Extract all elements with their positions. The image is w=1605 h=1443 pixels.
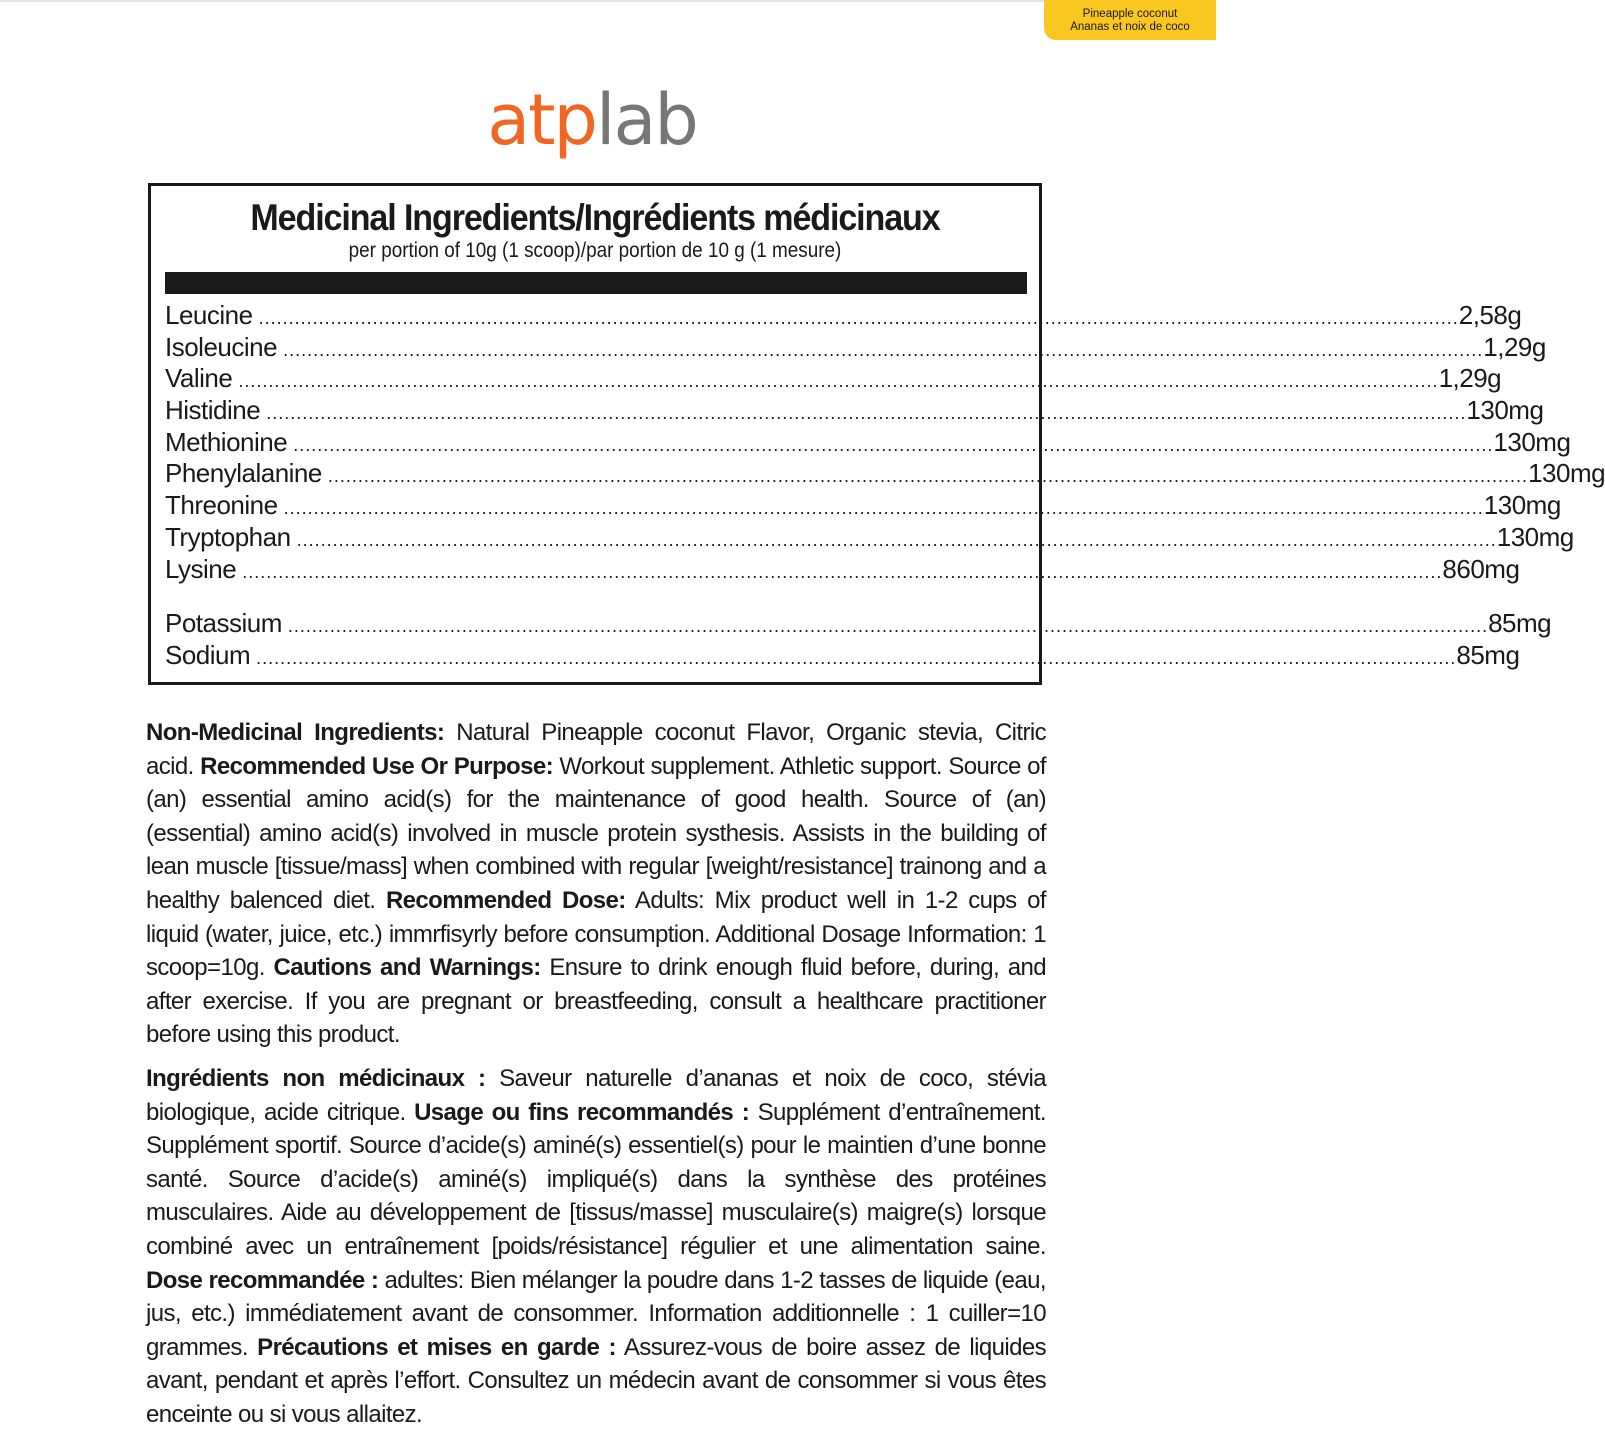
fr-use-text: Supplément d’entraînement. Supplément sportif. Source d’acide(s) aminé(s) essentiel(s) pour le maintien d’une bonne santé. Source d’acide(s) aminé(s) impliqué(s) dans la synthèse des protéines musculaires. Aide au développement de [tissus/masse] musculaire(s) maigre(s) lorsque combiné avec un entraînement [poids/résistance] régulier et une alimentation saine. [146, 1098, 1046, 1260]
en-cautions-text: Ensure to drink enough fluid before, during, and after exercise. If you are pregnant or breastfeeding, consult a healthcare practitioner before using this product. [146, 954, 1047, 1049]
ingredient-name: Histidine [165, 395, 261, 426]
ingredient-row [165, 426, 1571, 459]
dot-leader: ........................................................................................................................................................................................................ [327, 466, 1529, 487]
dot-leader: ........................................................................................................................................................................................................ [256, 647, 1457, 668]
ingredient-amount: 130mg [1528, 458, 1605, 489]
dot-leader: ........................................................................................................................................................................................................ [283, 339, 1484, 360]
ingredient-row [165, 553, 1520, 586]
fr-non-med-text: Saveur naturelle d’ananas et noix de coco, stévia biologique, acide citrique. [146, 1065, 1046, 1126]
ingredient-name: Phenylalanine [165, 458, 322, 489]
ingredient-name: Lysine [165, 553, 237, 584]
fr-dose-label: Dose recommandée : [146, 1266, 379, 1294]
ingredient-name: Sodium [165, 639, 251, 670]
ingredient-amount: 130mg [1483, 490, 1561, 521]
brand-logo [0, 75, 1184, 165]
ingredient-amount: 130mg [1493, 426, 1571, 457]
medicinal-subtitle: per portion of 10g (1 scoop)/par portion de 10 g (1 mesure) [348, 239, 842, 262]
ingredient-amount: 85mg [1456, 639, 1520, 670]
flavor-tag [1044, 0, 1216, 40]
dot-leader: ........................................................................................................................................................................................................ [283, 498, 1484, 519]
top-divider [0, 0, 1214, 2]
ingredient-amount: 1,29g [1483, 331, 1546, 362]
fr-cautions-label: Précautions et mises en garde : [257, 1333, 616, 1361]
ingredient-row [165, 639, 1520, 672]
dot-leader: ........................................................................................................................................................................................................ [293, 434, 1494, 455]
dot-leader: ........................................................................................................................................................................................................ [287, 616, 1489, 637]
ingredient-name: Isoleucine [165, 331, 278, 362]
fr-dose-text: adultes: Bien mélanger la poudre dans 1-2 tasses de liquide (eau, jus, etc.) immédiatement avant de consommer. Information additionnelle : 1 cuiller=10 grammes. [146, 1266, 1046, 1361]
ingredient-amount: 130mg [1466, 395, 1544, 426]
ingredient-row [165, 331, 1546, 364]
ingredient-row [165, 363, 1502, 395]
ingredient-name: Threonine [165, 490, 278, 521]
dot-leader: ........................................................................................................................................................................................................ [242, 561, 1443, 582]
en-non-med-label: Non-Medicinal Ingredients: [146, 719, 445, 746]
flavor-tag-french: Ananas et noix de coco [1070, 21, 1190, 33]
ingredient-list [165, 300, 1605, 672]
ingredient-amount: 860mg [1442, 553, 1520, 584]
ingredient-amount: 130mg [1496, 521, 1574, 552]
ingredient-row [165, 300, 1522, 332]
ingredient-amount: 85mg [1488, 608, 1552, 639]
en-dose-text: Adults: Mix product well in 1-2 cups of liquid (water, juice, etc.) immrfisyrly before consumption. Additional Dosage Information: 1 scoop=10g. [146, 886, 1046, 982]
fr-cautions-text: Assurez-vous de boire assez de liquides avant, pendant et après l’effort. Consultez un médecin avant de consommer si vous êtes enceinte ou si vous allaitez. [146, 1333, 1046, 1428]
medicinal-title: Medicinal Ingredients/Ingrédients médicinaux [250, 197, 940, 238]
english-text-block [146, 716, 1046, 1052]
ingredient-amount: 2,58g [1458, 300, 1522, 330]
ingredient-amount: 1,29g [1438, 363, 1502, 394]
fr-non-med-label: Ingrédients non médicinaux : [146, 1065, 486, 1092]
flavor-tag-english: Pineapple coconut [1082, 8, 1178, 20]
en-non-med-text: Natural Pineapple coconut Flavor, Organic stevia, Citric acid. [146, 719, 1046, 780]
dot-leader: ........................................................................................................................................................................................................ [258, 308, 1459, 328]
dot-leader: ........................................................................................................................................................................................................ [296, 529, 1497, 550]
en-cautions-label: Cautions and Warnings: [273, 954, 541, 982]
en-dose-label: Recommended Dose: [385, 886, 626, 914]
medicinal-ingredients-box [148, 183, 1605, 685]
en-use-text: Workout supplement. Athletic support. Source of (an) essential amino acid(s) for the maintenance of good health. Source of (an) (essential) amino acid(s) involved in muscle protein systhesis. Assists in the building of lean muscle [tissue/mass] when combined with regular [weight/resistance] trainong and a healthy balenced diet. [146, 752, 1046, 914]
ingredient-row [165, 490, 1561, 522]
ingredient-row [165, 395, 1544, 427]
header-bar [165, 272, 1027, 294]
ingredient-row [165, 608, 1552, 640]
french-text-block [146, 1062, 1046, 1432]
ingredient-row [165, 521, 1574, 554]
en-use-label: Recommended Use Or Purpose: [200, 752, 553, 780]
dot-leader: ........................................................................................................................................................................................................ [266, 403, 1467, 424]
ingredient-name: Methionine [165, 426, 288, 457]
fr-use-label: Usage ou fins recommandés : [414, 1098, 750, 1126]
logo-lab: lab [596, 79, 697, 161]
ingredient-name: Potassium [165, 608, 282, 639]
ingredient-name: Tryptophan [165, 521, 291, 552]
ingredient-name: Valine [165, 363, 233, 394]
dot-leader: ........................................................................................................................................................................................................ [238, 371, 1439, 392]
ingredient-row [165, 458, 1605, 490]
logo-atp: atp [487, 79, 596, 161]
ingredient-name: Leucine [165, 300, 253, 330]
